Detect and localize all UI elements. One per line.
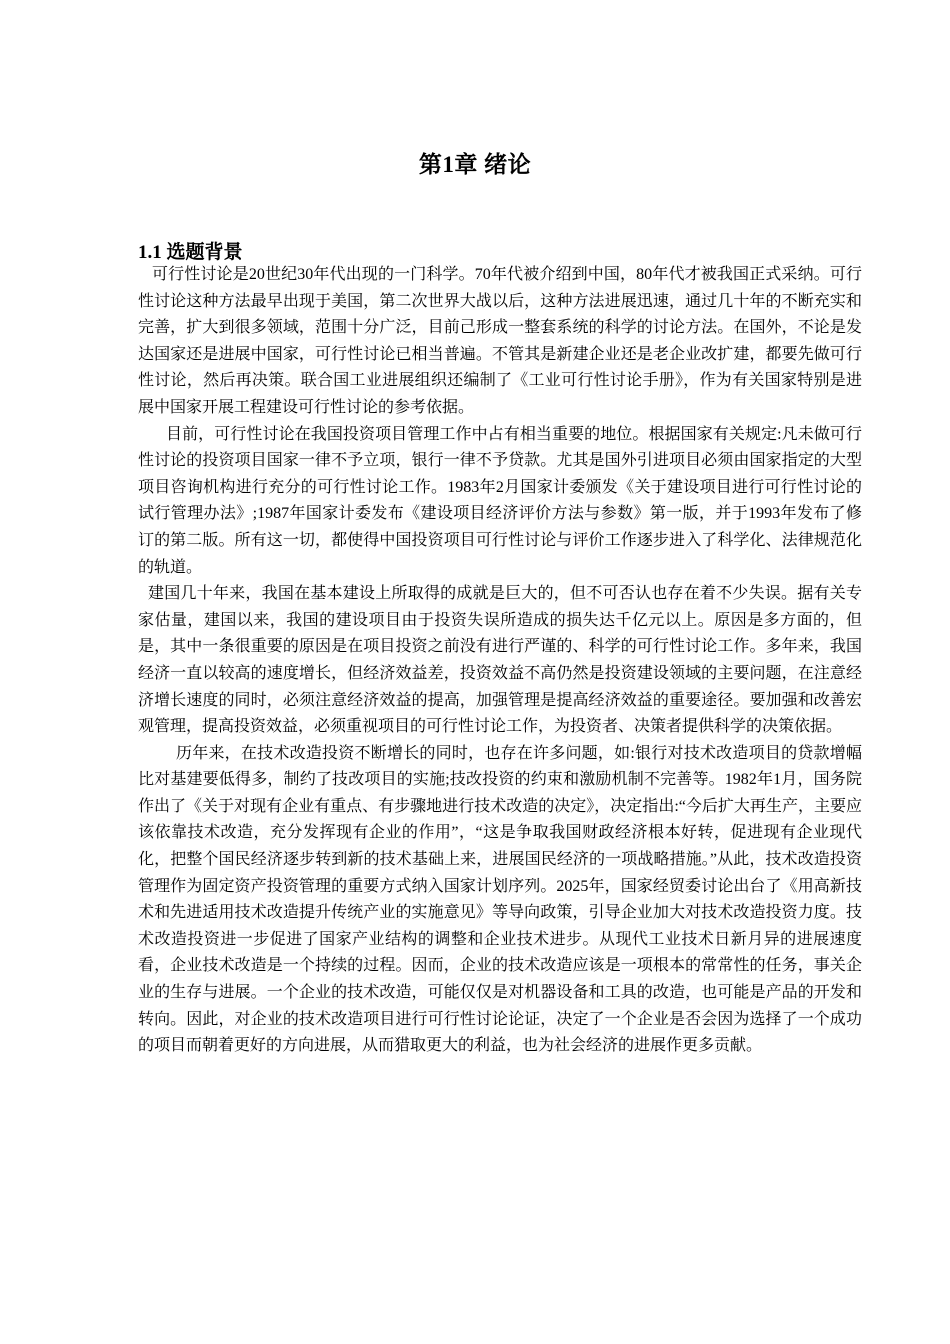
body-text — [138, 262, 862, 1060]
chapter-title: 第1章 绪论 — [418, 152, 532, 177]
paragraph-1: 可行性讨论是20世纪30年代出现的一门科学。70年代被介绍到中国，80年代才被我国正式采纳。可行性讨论这种方法最早出现于美国，第二次世界大战以后，这种方法进展迅速，通过几十年的不断充实和完善，扩大到很多领域，范围十分广泛，目前己形成一整套系统的科学的讨论方法。在国外，不论是发达国家还是进展中国家，可行性讨论已相当普遍。不管其是新建企业还是老企业改扩建，都要先做可行性讨论，然后再决策。联合国工业进展组织还编制了《工业可行性讨论手册》，作为有关国家特别是进展中国家开展工程建设可行性讨论的参考依据。 — [138, 266, 862, 416]
paragraph-2: 目前，可行性讨论在我国投资项目管理工作中占有相当重要的地位。根据国家有关规定:凡未做可行性讨论的投资项目国家一律不予立项，银行一律不予贷款。尤其是国外引进项目必须由国家指定的大型项目咨询机构进行充分的可行性讨论工作。1983年2月国家计委颁发《关于建设项目进行可行性讨论的试行管理办法》;1987年国家计委发布《建设项目经济评价方法与参数》第一版，并于1993年发布了修订的第二版。所有这一切，都使得中国投资项目可行性讨论与评价工作逐步进入了科学化、法律规范化的轨道。 — [138, 425, 862, 576]
paragraph-3: 建国几十年来，我国在基本建设上所取得的成就是巨大的，但不可否认也存在着不少失误。据有关专家估量，建国以来，我国的建设项目由于投资失误所造成的损失达千亿元以上。原因是多方面的，但是，其中一条很重要的原因是在项目投资之前没有进行严谨的、科学的可行性讨论工作。多年来，我国经济一直以较高的速度增长，但经济效益差，投资效益不高仍然是投资建设领域的主要问题，在注意经济增长速度的同时，必须注意经济效益的提高，加强管理是提高经济效益的重要途径。要加强和改善宏观管理，提高投资效益，必须重视项目的可行性讨论工作，为投资者、决策者提供科学的决策依据。 — [138, 585, 862, 736]
paragraph-4: 历年来，在技术改造投资不断增长的同时，也存在许多问题，如:银行对技术改造项目的贷款增幅比对基建要低得多，制约了技改项目的实施;技改投资的约束和激励机制不完善等。1982年1月，国务院作出了《关于对现有企业有重点、有步骤地进行技术改造的决定》，决定指出:“今后扩大再生产，主要应该依靠技术改造，充分发挥现有企业的作用”，“这是争取我国财政经济根本好转，促进现有企业现代化，把整个国民经济逐步转到新的技术基础上来，进展国民经济的一项战略措施。”从此，技术改造投资管理作为固定资产投资管理的重要方式纳入国家计划序列。2025年，国家经贸委讨论出台了《用高新技术和先进适用技术改造提升传统产业的实施意见》等导向政策，引导企业加大对技术改造投资力度。技术改造投资进一步促进了国家产业结构的调整和企业技术进步。从现代工业技术日新月异的进展速度看，企业技术改造是一个持续的过程。因而，企业的技术改造应该是一项根本的常常性的任务，事关企业的生存与进展。一个企业的技术改造，可能仅仅是对机器设备和工具的改造，也可能是产品的开发和转向。因此，对企业的技术改造项目进行可行性讨论论证，决定了一个企业是否会因为选择了一个成功的项目而朝着更好的方向进展，从而猎取更大的利益，也为社会经济的进展作更多贡献。 — [138, 744, 862, 1055]
section-heading: 1.1 选题背景 — [138, 242, 243, 263]
